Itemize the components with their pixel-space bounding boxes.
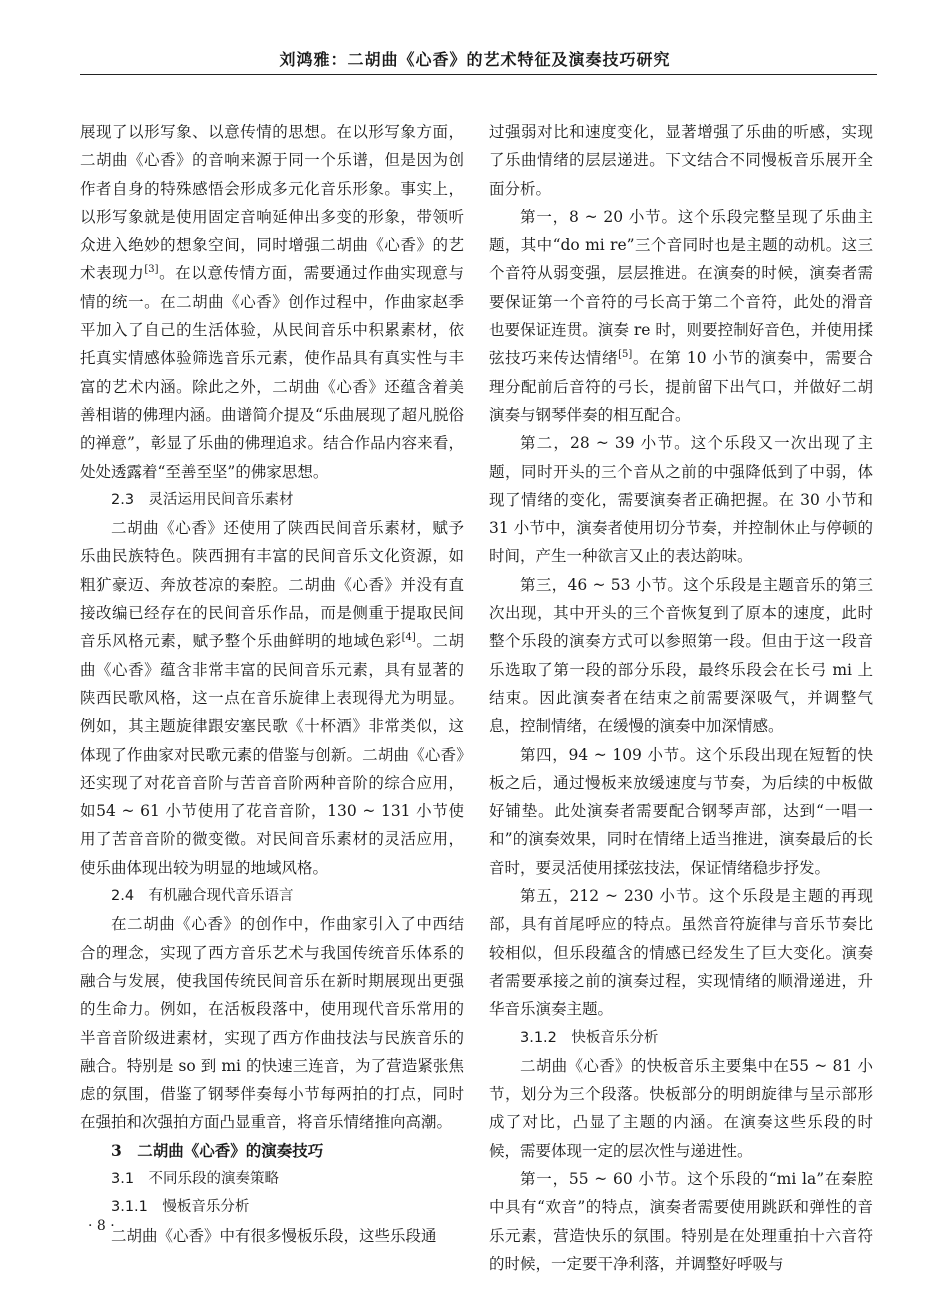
section-heading-3-1-2: 3.1.2 快板音乐分析 — [520, 1029, 659, 1046]
paragraph: 二胡曲《心香》中有很多慢板乐段，这些乐段通 — [111, 1226, 437, 1245]
header-rule — [80, 74, 877, 75]
section-heading-2-3: 2.3 灵活运用民间音乐素材 — [111, 491, 294, 508]
citation: [3] — [144, 264, 159, 276]
citation: [4] — [401, 632, 416, 644]
section-heading-3-1: 3.1 不同乐段的演奏策略 — [111, 1170, 280, 1187]
section-heading-3-1-1: 3.1.1 慢板音乐分析 — [111, 1199, 250, 1216]
paragraph: 过强弱对比和速度变化，显著增强了乐曲的听感，实现了乐曲情绪的层层递进。下文结合不同慢板音乐展开全面分析。 — [489, 123, 873, 198]
section-heading-2-4: 2.4 有机融合现代音乐语言 — [111, 888, 294, 905]
paragraph: 第二，28 ~ 39 小节。这个乐段又一次出现了主题，同时开头的三个音从之前的中强降低到了中弱，体现了情绪的变化，需要演奏者正确把握。在 30 小节和 31 小节中，演奏者使用切分节奏，并控制休止与停顿的时间，产生一种欲言又止的表达韵味。 — [489, 434, 873, 566]
paragraph: 二胡曲《心香》还使用了陕西民间音乐素材，赋予乐曲民族特色。陕西拥有丰富的民间音乐文化资源，如粗犷豪迈、奔放苍凉的秦腔。二胡曲《心香》并没有直接改编已经存在的民间音乐作品，而是侧重于提取民间音乐风格元素，赋予整个乐曲鲜明的地域色彩[4]。二胡曲《心香》蕴含非常丰富的民间音乐元素，具有显著的陕西民歌风格，这一点在音乐旋律上表现得尤为明显。例如，其主题旋律跟安塞民歌《十杯酒》非常类似，这体现了作曲家对民歌元素的借鉴与创新。二胡曲《心香》还实现了对花音音阶与苦音音阶两种音阶的综合应用，如54 ~ 61 小节使用了花音音阶，130 ~ 131 小节使用了苦音音阶的微变徵。对民间音乐素材的灵活应用，使乐曲体现出较为明显的地域风格。 — [80, 519, 464, 877]
paragraph: 第一，8 ~ 20 小节。这个乐段完整呈现了乐曲主题，其中“do mi re”三个音同时也是主题的动机。这三个音符从弱变强，层层推进。在演奏的时候，演奏者需要保证第一个音符的弓长高于第二个音符，此处的滑音也要保证连贯。演奏 re 时，则要控制好音色，并使用揉弦技巧来传达情绪[5]。在第 10 小节的演奏中，需要合理分配前后音符的弓长，提前留下出气口，并做好二胡演奏与钢琴伴奏的相互配合。 — [489, 207, 873, 424]
paragraph: 第三，46 ~ 53 小节。这个乐段是主题音乐的第三次出现，其中开头的三个音恢复到了原本的速度，此时整个乐段的演奏方式可以参照第一段。但由于这一段音乐选取了第一段的部分乐段，最终乐段会在长弓 mi 上结束。因此演奏者在结束之前需要深吸气，并调整气息，控制情绪，在缓慢的演奏中加深情感。 — [489, 575, 873, 736]
paragraph: 第一，55 ~ 60 小节。这个乐段的“mi la”在秦腔中具有“欢音”的特点，演奏者需要使用跳跃和弹性的音乐元素，营造快乐的氛围。特别是在处理重拍十六音符的时候，一定要干净利落，并调整好呼吸与 — [489, 1169, 873, 1273]
section-heading-3: 3 二胡曲《心香》的演奏技巧 — [111, 1140, 324, 1160]
paragraph: 展现了以形写象、以意传情的思想。在以形写象方面，二胡曲《心香》的音响来源于同一个乐谱，但是因为创作者自身的特殊感悟会形成多元化音乐形象。事实上，以形写象就是使用固定音响延伸出多变的形象，带领听众进入绝妙的想象空间，同时增强二胡曲《心香》的艺术表现力[3]。在以意传情方面，需要通过作曲实现意与情的统一。在二胡曲《心香》创作过程中，作曲家赵季平加入了自己的生活体验，从民间音乐中积累素材，依托真实情感体验筛选音乐元素，使作品具有真实性与丰富的艺术内涵。除此之外，二胡曲《心香》还蕴含着美善相谐的佛理内涵。曲谱简介提及“乐曲展现了超凡脱俗的禅意”，彰显了乐曲的佛理追求。结合作品内容来看，处处透露着“至善至坚”的佛家思想。 — [80, 123, 464, 481]
left-column — [80, 118, 464, 1250]
paragraph: 二胡曲《心香》的快板音乐主要集中在55 ~ 81 小节，划分为三个段落。快板部分的明朗旋律与呈示部形成了对比，凸显了主题的内涵。在演奏这些乐段的时候，需要体现一定的层次性与递进性。 — [489, 1056, 873, 1160]
right-column — [489, 118, 873, 1278]
running-header: 刘鸿雅：二胡曲《心香》的艺术特征及演奏技巧研究 — [279, 50, 671, 69]
paragraph: 第五，212 ~ 230 小节。这个乐段是主题的再现部，具有首尾呼应的特点。虽然音符旋律与音乐节奏比较相似，但乐段蕴含的情感已经发生了巨大变化。演奏者需要承接之前的演奏过程，实现情绪的顺滑递进，升华音乐演奏主题。 — [489, 887, 873, 1019]
page-number: · 8 · — [88, 1218, 115, 1234]
paragraph: 在二胡曲《心香》的创作中，作曲家引入了中西结合的理念，实现了西方音乐艺术与我国传统音乐体系的融合与发展，使我国传统民间音乐在新时期展现出更强的生命力。例如，在活板段落中，使用现代音乐常用的半音音阶级进素材，实现了西方作曲技法与民族音乐的融合。特别是 so 到 mi 的快速三连音，为了营造紧张焦虑的氛围，借鉴了钢琴伴奏每小节每两拍的打点，同时在强拍和次强拍方面凸显重音，将音乐情绪推向高潮。 — [80, 915, 464, 1132]
citation: [5] — [618, 349, 633, 361]
paragraph: 第四，94 ~ 109 小节。这个乐段出现在短暂的快板之后，通过慢板来放缓速度与节奏，为后续的中板做好铺垫。此处演奏者需要配合钢琴声部，达到“一唱一和”的演奏效果，同时在情绪上适当推进，演奏最后的长音时，要灵活使用揉弦技法，保证情绪稳步抒发。 — [489, 745, 873, 877]
